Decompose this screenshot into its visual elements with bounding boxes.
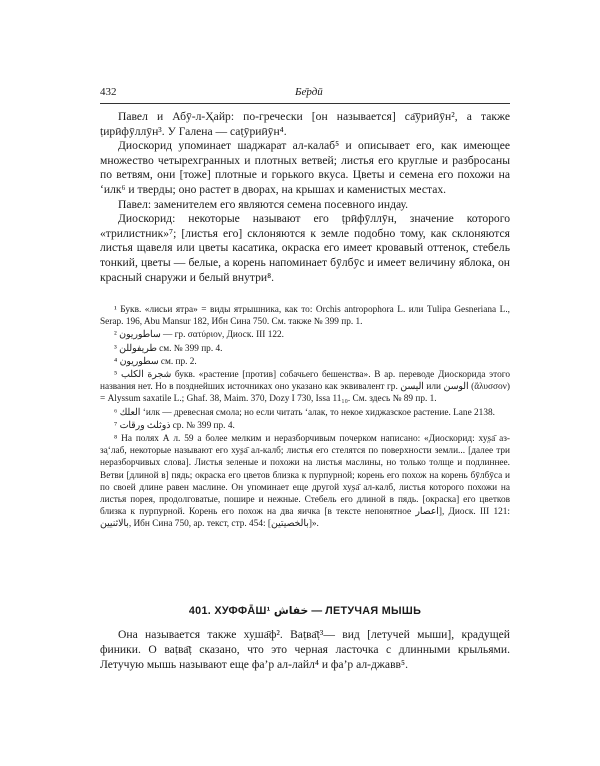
footnote: ⁴ سطوريون см. пр. 2. bbox=[114, 356, 197, 367]
paragraph: Павел: заменителем его являются семена посевного индау. bbox=[118, 197, 409, 211]
page-number: 432 bbox=[100, 86, 117, 98]
footnote: ² ساطوريون — гр. σατύριον, Диоск. III 122. bbox=[114, 330, 284, 341]
paragraph: Павел и Абӯ-л-Ҳайр: по-гречески [он называется] са̄ӯриӣӯн², а также ṭирӣфӯллӯн³. У Галена — саṭӯриӣӯн⁴. bbox=[100, 110, 510, 138]
footnote: ⁸ На полях А л. 59 а более мелким и неразборчивым почерком написано: «Диоскорид: ху̣ṣа̄ аз-за̣‘лаб, некоторые называют его ху̣ṣа̄ ал-калб; листья его стелятся по поверхности земли... [далее три неразборчивых слова]. Листья зеленые и похожи на листья маслины, но только толще и подлиннее. Ветви [длиной в] пядь; окраска его цветов близка к пурпурной; корень его похож на корень бӯлбӯса и по своей длине равен маслине. Он упоминает еще другой ху̣ṣа̄ ал-калб, листья которого похожи на листья порея, продолговатые, пошире и нежные. Стебель его длиной в пядь. [окраска] его цветков близка к пурпурной. Корень его похож на два яичка [в тексте непонятное اعصار], Диоск. III 121: بالاثنيين, Ибн Сина 750, ар. текст, стр. 454: [بالخصيتين]». bbox=[100, 434, 511, 530]
entry-title: 401. ХУФФĀШ¹ خفاش — ЛЕТУЧАЯ МЫШЬ bbox=[188, 605, 422, 617]
footnote: ⁷ ذوثلث ورقات ср. № 399 пр. 4. bbox=[114, 420, 235, 431]
footnotes bbox=[100, 304, 510, 532]
page-header bbox=[100, 86, 510, 102]
paragraph: Диоскорид: некоторые называют его ṭрӣфӯллӯн, значение которого «трилистник»⁷; [листья его] склоняются к земле подобно тому, как склоняются листья щавеля или цветы касатика, окраска его имеет кровавый оттенок, стебель тонкий, цветы — белые, а корень напоминает бӯлбӯс и имеет величину яблока, он красный снаружи и белый внутри⁸. bbox=[100, 212, 510, 284]
footnote: ⁵ شجرة الكلب букв. «растение [против] собачьего бешенства». В ар. переводе Диоскорида этого названия нет. Но в позднейших источниках оно указано как эквивалент гр. اليسن или الوسن (ἄλυσσον) = Alyssum saxatile L.; Ghaf. 38, Maim. 370, Dozy I 730, Issa 11₁₀. См. здесь № 89 пр. 1. bbox=[100, 370, 510, 405]
paragraph: Диоскорид упоминает шаджарат ал-калаб⁵ и описывает его, как имеющее множество четырехгранных и плотных ветвей; листья его круглые и разбросаны по ветвям, они [тоже] плотные и горького вкуса. Цветы и семена его похожи на ‘илк⁶ и тверды; оно растет в дворах, на крышах и каменистых местах. bbox=[100, 139, 510, 196]
footnote: ⁶ العلك ‘илк — древесная смола; но если читать ‘алак, то некое хиджазское растение. Lane 2138. bbox=[114, 407, 495, 418]
footnote: ³ طريفوللن см. № 399 пр. 4. bbox=[114, 343, 223, 354]
entry-body bbox=[100, 628, 510, 672]
footnote: ¹ Букв. «лисьи ятра» = виды ятрышника, как то: Orchis antropophora L. или Tulipa Gesneriana L., Serap. 196, Abu Mansur 182, Ибн Сина 750. См. также № 399 пр. 1. bbox=[100, 305, 510, 328]
header-rule bbox=[100, 103, 510, 104]
running-title: Бе̄рдӣ bbox=[295, 86, 323, 98]
main-text bbox=[100, 110, 510, 285]
paragraph: Она называется также ху̣ша̄ф². Ваṭва̄ṭ³— вид [летучей мыши], крадущей финики. О ваṭва̄ṭ сказано, что это черная ласточка с длинными крыльями. Летучую мышь называют еще фа’р ал-лайл⁴ и фа’р ал-джавв⁵. bbox=[100, 628, 510, 671]
